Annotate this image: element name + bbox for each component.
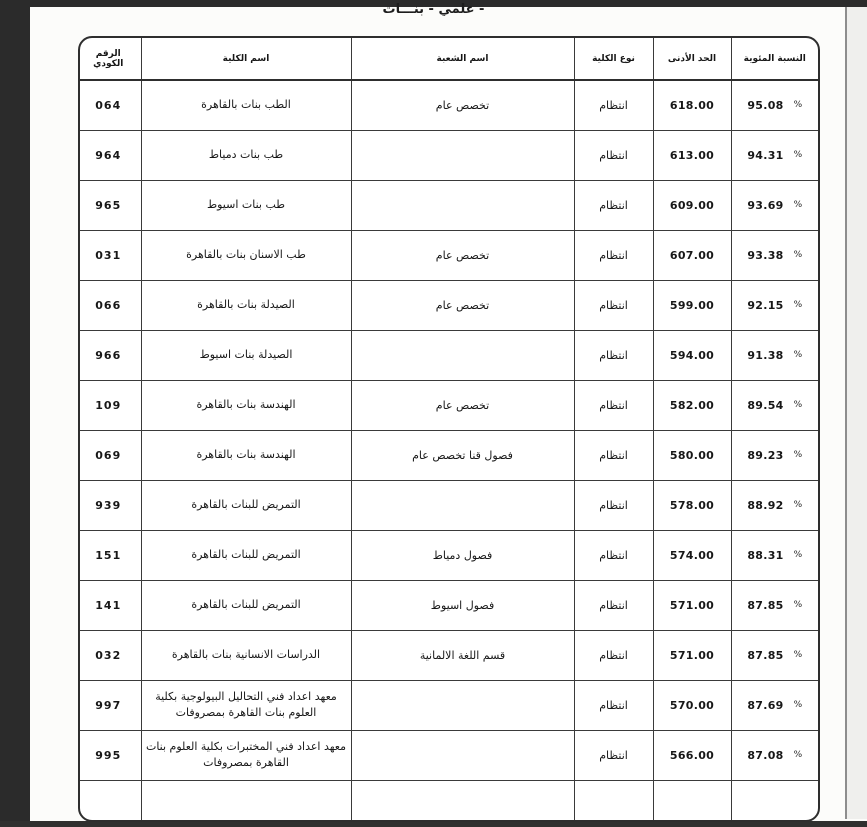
cell-code: 031 <box>78 230 141 280</box>
cell-college: التمريض للبنات بالقاهرة <box>141 480 351 530</box>
cell-college: معهد اعداد فني التحاليل البيولوجية بكلية العلوم بنات القاهرة بمصروفات <box>141 680 351 730</box>
cell-college: الدراسات الانسانية بنات بالقاهرة <box>141 630 351 680</box>
cell-percent <box>731 680 818 730</box>
percent-value: 94.31 <box>747 148 784 162</box>
cell-branch: تخصص عام <box>351 380 574 430</box>
cell-type: انتظام <box>574 380 653 430</box>
table-row <box>78 180 818 230</box>
cell-branch: قسم اللغة الالمانية <box>351 630 574 680</box>
percent-sign: % <box>793 550 803 560</box>
cell-branch: فصول دمياط <box>351 530 574 580</box>
cell-type: انتظام <box>574 280 653 330</box>
table-header <box>78 38 818 80</box>
cell-percent <box>731 580 818 630</box>
table-filler-row <box>78 780 818 822</box>
cell-college: الصيدلة بنات بالقاهرة <box>141 280 351 330</box>
cell-code: 069 <box>78 430 141 480</box>
percent-value: 88.92 <box>747 498 784 512</box>
cell-min-score: 566.00 <box>653 730 731 780</box>
cell-type: انتظام <box>574 730 653 780</box>
cell-percent <box>731 180 818 230</box>
cell-type: انتظام <box>574 180 653 230</box>
page-edge-line <box>845 7 847 819</box>
cell-percent <box>731 80 818 130</box>
cell-college: التمريض للبنات بالقاهرة <box>141 530 351 580</box>
percent-sign: % <box>793 450 803 460</box>
table-header-row <box>78 38 818 80</box>
cell-percent <box>731 480 818 530</box>
table-row <box>78 630 818 680</box>
percent-sign: % <box>793 400 803 410</box>
percent-value: 89.23 <box>747 448 784 462</box>
viewer-left-bar <box>0 0 30 827</box>
cell-min-score: 571.00 <box>653 580 731 630</box>
cell-branch <box>351 130 574 180</box>
percent-value: 93.38 <box>747 248 784 262</box>
percent-value: 87.85 <box>747 648 784 662</box>
cell-percent <box>731 280 818 330</box>
column-header-percent: النسبة المئوية <box>731 38 818 80</box>
cell-empty <box>731 780 818 822</box>
cell-college: التمريض للبنات بالقاهرة <box>141 580 351 630</box>
cell-min-score: 574.00 <box>653 530 731 580</box>
table-body <box>78 80 818 822</box>
table-row <box>78 580 818 630</box>
table-row <box>78 230 818 280</box>
cell-college: معهد اعداد فني المختبرات بكلية العلوم بنات القاهرة بمصروفات <box>141 730 351 780</box>
cell-min-score: 582.00 <box>653 380 731 430</box>
grades-table <box>78 38 818 822</box>
cell-code: 141 <box>78 580 141 630</box>
page-title: - علمي - بنـــات <box>382 2 485 17</box>
cell-type: انتظام <box>574 80 653 130</box>
percent-sign: % <box>793 700 803 710</box>
cell-code: 997 <box>78 680 141 730</box>
cell-min-score: 571.00 <box>653 630 731 680</box>
cell-branch <box>351 680 574 730</box>
percent-sign: % <box>793 650 803 660</box>
table-row <box>78 130 818 180</box>
table-row <box>78 680 818 730</box>
page-right-gutter <box>847 7 867 819</box>
percent-value: 95.08 <box>747 98 784 112</box>
column-header-code: الرقم الكودي <box>78 38 141 80</box>
cell-type: انتظام <box>574 330 653 380</box>
cell-percent <box>731 430 818 480</box>
column-header-min-score: الحد الأدنى <box>653 38 731 80</box>
percent-sign: % <box>793 250 803 260</box>
cell-min-score: 578.00 <box>653 480 731 530</box>
cell-type: انتظام <box>574 530 653 580</box>
cell-branch <box>351 330 574 380</box>
table-row <box>78 530 818 580</box>
cell-code: 995 <box>78 730 141 780</box>
cell-type: انتظام <box>574 580 653 630</box>
table-row <box>78 280 818 330</box>
table-row <box>78 330 818 380</box>
cell-percent <box>731 730 818 780</box>
cell-min-score: 599.00 <box>653 280 731 330</box>
percent-value: 87.69 <box>747 698 784 712</box>
percent-sign: % <box>793 350 803 360</box>
percent-value: 88.31 <box>747 548 784 562</box>
cell-branch <box>351 730 574 780</box>
cell-college: الطب بنات بالقاهرة <box>141 80 351 130</box>
cell-branch: فصول قنا تخصص عام <box>351 430 574 480</box>
cell-type: انتظام <box>574 130 653 180</box>
cell-college: طب بنات دمياط <box>141 130 351 180</box>
percent-sign: % <box>793 500 803 510</box>
grades-table-container <box>78 36 820 822</box>
cell-percent <box>731 230 818 280</box>
table-row <box>78 480 818 530</box>
percent-value: 92.15 <box>747 298 784 312</box>
cell-code: 939 <box>78 480 141 530</box>
cell-branch <box>351 180 574 230</box>
cell-percent <box>731 530 818 580</box>
cell-empty <box>574 780 653 822</box>
cell-code: 064 <box>78 80 141 130</box>
cell-branch: تخصص عام <box>351 80 574 130</box>
cell-empty <box>78 780 141 822</box>
column-header-college: اسم الكلية <box>141 38 351 80</box>
percent-value: 93.69 <box>747 198 784 212</box>
percent-value: 87.85 <box>747 598 784 612</box>
percent-sign: % <box>793 600 803 610</box>
cell-type: انتظام <box>574 630 653 680</box>
cell-branch: تخصص عام <box>351 280 574 330</box>
percent-value: 87.08 <box>747 748 784 762</box>
cell-empty <box>653 780 731 822</box>
cell-branch <box>351 480 574 530</box>
cell-type: انتظام <box>574 430 653 480</box>
cell-type: انتظام <box>574 680 653 730</box>
cell-min-score: 609.00 <box>653 180 731 230</box>
cell-empty <box>141 780 351 822</box>
cell-branch: تخصص عام <box>351 230 574 280</box>
cell-college: طب بنات اسيوط <box>141 180 351 230</box>
column-header-branch: اسم الشعبة <box>351 38 574 80</box>
percent-sign: % <box>793 150 803 160</box>
cell-college: طب الاسنان بنات بالقاهرة <box>141 230 351 280</box>
cell-code: 966 <box>78 330 141 380</box>
table-row <box>78 730 818 780</box>
cell-college: الصيدلة بنات اسيوط <box>141 330 351 380</box>
cell-code: 965 <box>78 180 141 230</box>
cell-min-score: 613.00 <box>653 130 731 180</box>
cell-min-score: 594.00 <box>653 330 731 380</box>
percent-sign: % <box>793 300 803 310</box>
cell-percent <box>731 380 818 430</box>
cell-min-score: 618.00 <box>653 80 731 130</box>
percent-sign: % <box>793 100 803 111</box>
cell-min-score: 570.00 <box>653 680 731 730</box>
cell-min-score: 607.00 <box>653 230 731 280</box>
cell-code: 151 <box>78 530 141 580</box>
cell-type: انتظام <box>574 480 653 530</box>
percent-value: 91.38 <box>747 348 784 362</box>
column-header-type: نوع الكلية <box>574 38 653 80</box>
cell-percent <box>731 130 818 180</box>
percent-sign: % <box>793 750 803 760</box>
cell-college: الهندسة بنات بالقاهرة <box>141 380 351 430</box>
cell-min-score: 580.00 <box>653 430 731 480</box>
cell-percent <box>731 630 818 680</box>
cell-type: انتظام <box>574 230 653 280</box>
table-row <box>78 80 818 130</box>
cell-college: الهندسة بنات بالقاهرة <box>141 430 351 480</box>
percent-value: 89.54 <box>747 398 784 412</box>
table-row <box>78 380 818 430</box>
table-row <box>78 430 818 480</box>
cell-empty <box>351 780 574 822</box>
percent-sign: % <box>793 200 803 210</box>
cell-code: 032 <box>78 630 141 680</box>
cell-code: 964 <box>78 130 141 180</box>
cell-branch: فصول اسيوط <box>351 580 574 630</box>
cell-code: 109 <box>78 380 141 430</box>
cell-percent <box>731 330 818 380</box>
cell-code: 066 <box>78 280 141 330</box>
